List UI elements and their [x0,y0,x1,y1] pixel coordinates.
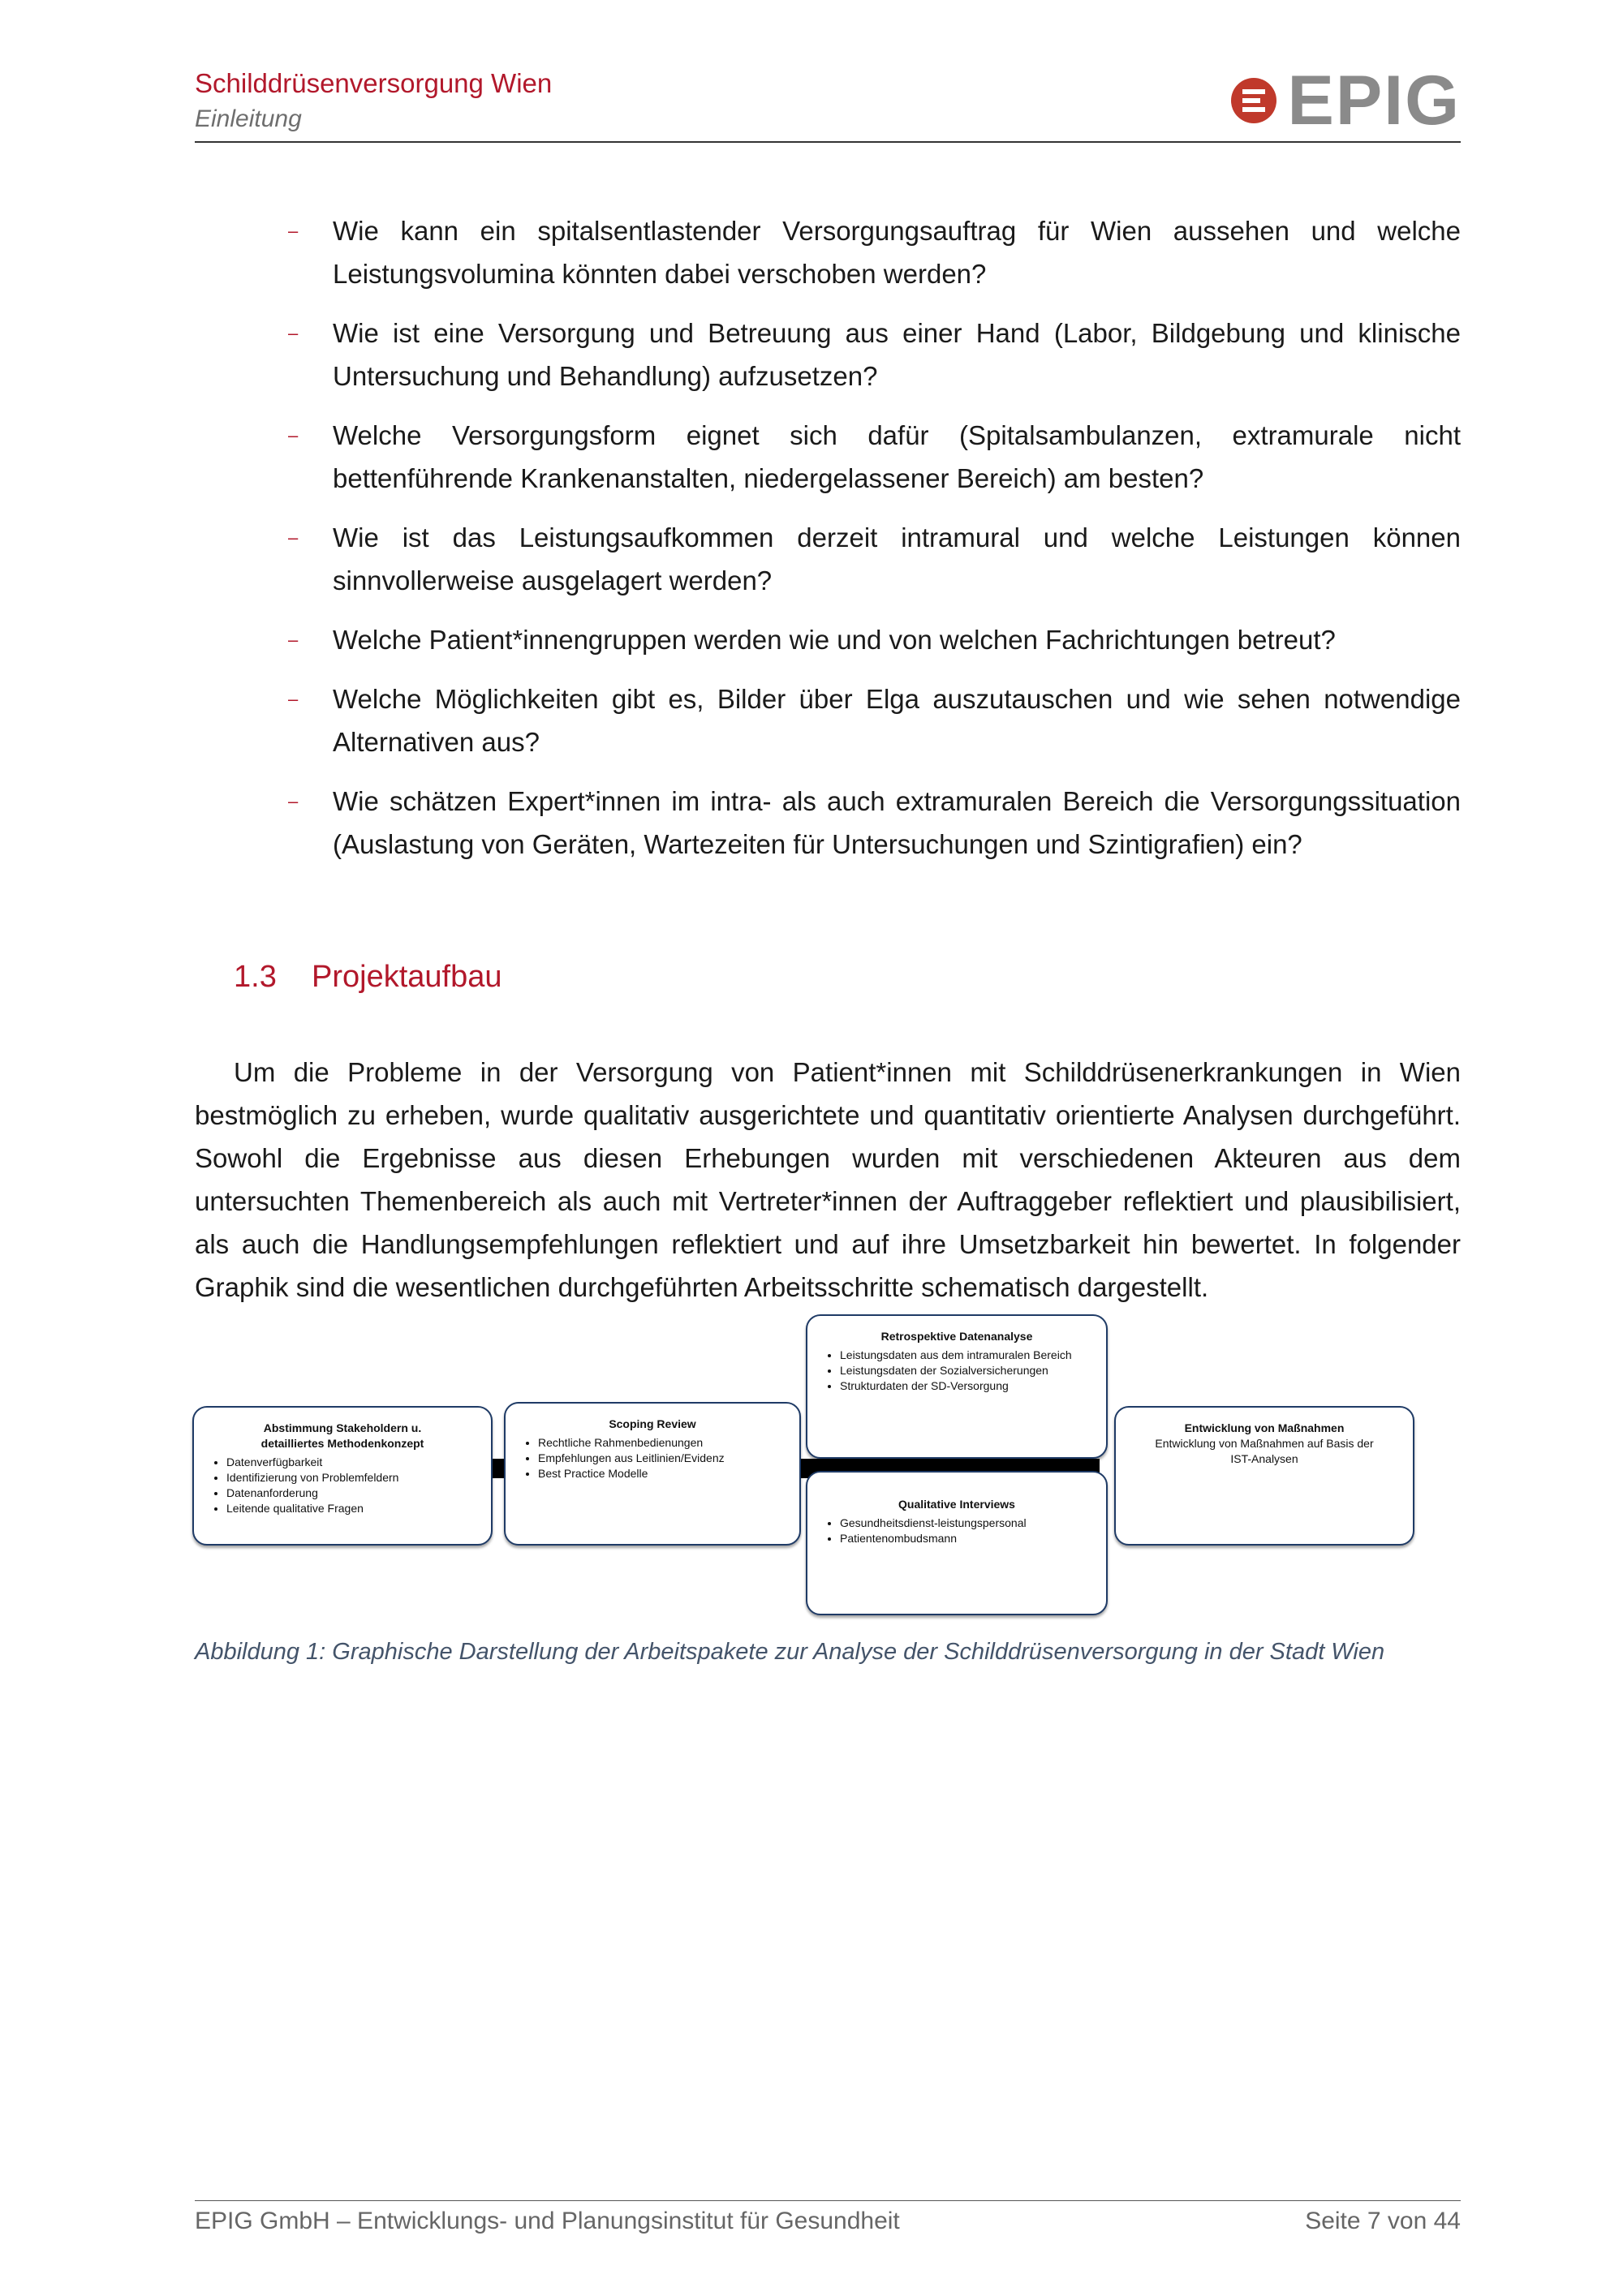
list-item: • Datenverfügbarkeit [226,1455,491,1470]
bullet-dash-icon: – [288,689,299,709]
section-heading [234,960,502,995]
footer-organization: EPIG GmbH – Entwicklungs- und Planungsinstitut für Gesundheit [195,2208,900,2234]
box-title: Entwicklung von Maßnahmen [1184,1421,1345,1434]
box-title: Scoping Review [609,1417,696,1430]
list-item: – Wie kann ein spitalsentlastender Versorgungsauftrag für Wien aussehen und welche Leistungsvolumina könnten dabei verschoben werden? [195,209,1461,295]
header-subtitle: Einleitung [195,105,302,132]
bullet-dash-icon: – [288,221,299,241]
box-text-line2: IST-Analysen [1230,1452,1298,1465]
bullet-dash-icon: – [288,630,299,650]
box-item-list [194,1455,491,1516]
list-item: • Patientenombudsmann [840,1531,1106,1546]
list-item: • Strukturdaten der SD-Versorgung [840,1378,1106,1394]
list-item: • Best Practice Modelle [538,1466,799,1481]
list-item: • Identifizierung von Problemfeldern [226,1470,491,1486]
list-item: • Empfehlungen aus Leitlinien/Evidenz [538,1451,799,1466]
logo-text: EPIG [1287,62,1461,140]
bullet-dash-icon: – [288,323,299,343]
box-qualitative-interviews [806,1471,1108,1615]
box-title: Qualitative Interviews [898,1498,1015,1511]
bullet-dash-icon: – [288,425,299,445]
list-item: • Leistungsdaten aus dem intramuralen Bereich [840,1348,1106,1363]
box-retrospektive-datenanalyse [806,1314,1108,1459]
list-item: – Wie ist eine Versorgung und Betreuung aus einer Hand (Labor, Bildgebung und klinische Untersuchung und Behandlung) aufzusetzen? [195,312,1461,398]
epig-logo [1230,62,1461,140]
list-item: – Welche Versorgungsform eignet sich dafür (Spitalsambulanzen, extramurale nicht bettenführende Krankenanstalten, niedergelassener Bereich) am besten? [195,414,1461,500]
page-header [195,62,1461,143]
bullet-dash-icon: – [288,791,299,811]
list-item: • Rechtliche Rahmenbedienungen [538,1435,799,1451]
section-title: Projektaufbau [312,960,502,994]
box-entwicklung-massnahmen [1114,1406,1414,1546]
section-number: 1.3 [234,960,277,994]
epig-logo-icon [1230,77,1277,124]
list-item: – Wie ist das Leistungsaufkommen derzeit intramural und welche Leistungen können sinnvollerweise ausgelagert werden? [195,516,1461,602]
list-item: • Leitende qualitative Fragen [226,1501,491,1516]
box-item-list [807,1348,1106,1394]
box-title: Retrospektive Datenanalyse [880,1330,1033,1343]
body-paragraph: Um die Probleme in der Versorgung von Patient*innen mit Schilddrüsenerkrankungen in Wien bestmöglich zu erheben, wurde qualitativ ausgerichtete und quantitativ orientierte Analysen durchgeführt. Sowohl die Ergebnisse aus diesen Erhebungen wurden mit verschiedenen Akteuren aus dem untersuchten Themenbereich als auch mit Vertreter*innen der Auftraggeber reflektiert und plausibilisiert, als auch die Handlungsempfehlungen reflektiert und auf ihre Umsetzbarkeit hin bewertet. In folgender Graphik sind die wesentlichen durchgeführten Arbeitsschritte schematisch dargestellt. [195,1057,1461,1302]
box-item-list [807,1516,1106,1546]
box-text-line1: Entwicklung von Maßnahmen auf Basis der [1155,1437,1374,1450]
box-item-list [506,1435,799,1481]
list-item: – Wie schätzen Expert*innen im intra- als auch extramuralen Bereich die Versorgungssituation (Auslastung von Geräten, Wartezeiten für Untersuchungen und Szintigrafien) ein? [195,780,1461,866]
list-item: • Leistungsdaten der Sozialversicherungen [840,1363,1106,1378]
list-item: – Welche Patient*innengruppen werden wie und von welchen Fachrichtungen betreut? [195,618,1461,661]
list-item: • Gesundheitsdienst-leistungspersonal [840,1516,1106,1531]
box-title-line2: detailliertes Methodenkonzept [260,1437,424,1450]
workflow-diagram [191,1314,1473,1623]
list-item: • Datenanforderung [226,1486,491,1501]
list-item: – Welche Möglichkeiten gibt es, Bilder über Elga auszutauschen und wie sehen notwendige Alternativen aus? [195,677,1461,763]
header-title: Schilddrüsenversorgung Wien [195,68,553,98]
box-title: Abstimmung Stakeholdern u. [263,1421,422,1434]
page-number: Seite 7 von 44 [1305,2208,1461,2234]
box-stakeholder-abstimmung [192,1406,493,1546]
box-scoping-review [504,1402,801,1546]
page-footer [195,2200,1461,2235]
question-list [195,209,1461,882]
bullet-dash-icon: – [288,527,299,548]
figure-caption: Abbildung 1: Graphische Darstellung der Arbeitspakete zur Analyse der Schilddrüsenversorgung in der Stadt Wien [195,1639,1385,1665]
